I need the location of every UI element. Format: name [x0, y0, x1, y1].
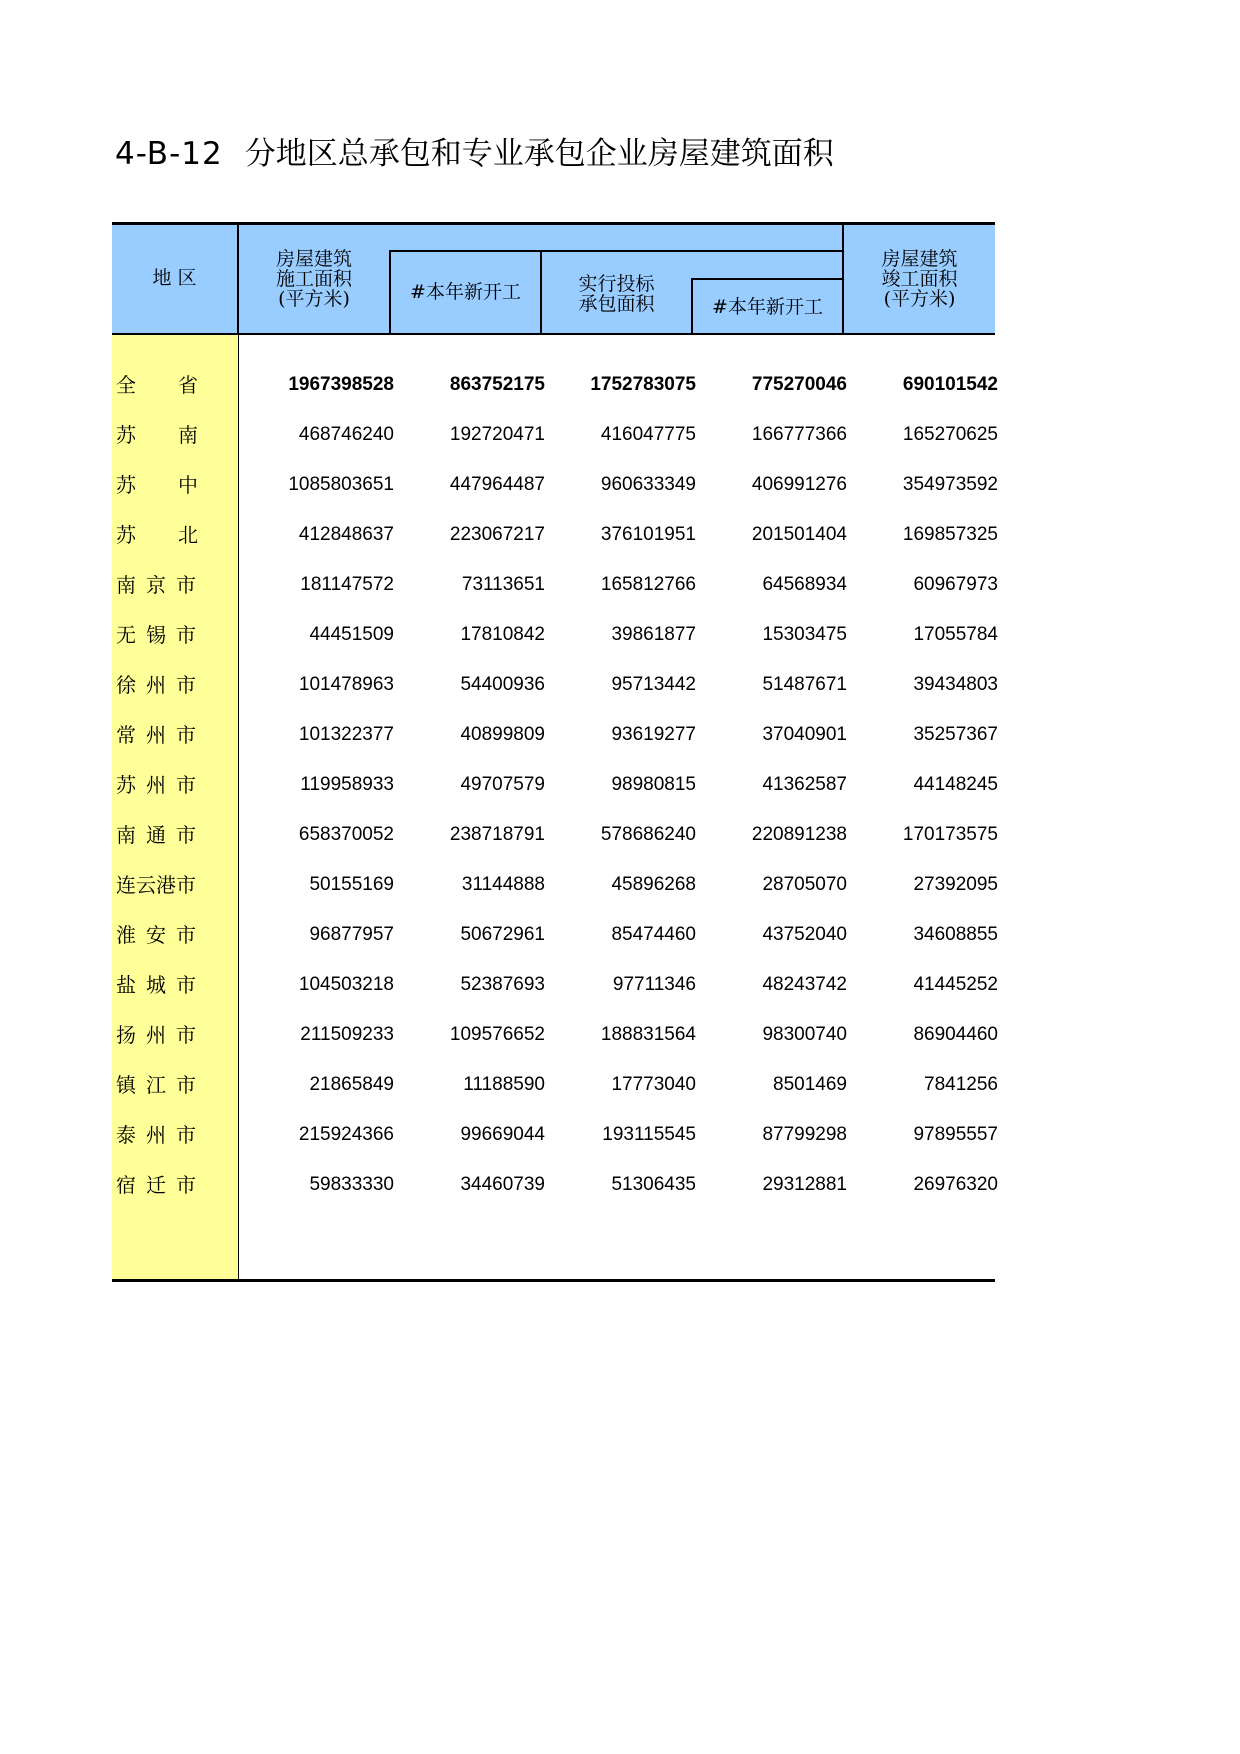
new-started-cell: 238718791: [449, 824, 545, 845]
region-label: 全 省: [116, 373, 198, 397]
completed-area-cell: 7841256: [924, 1074, 998, 1095]
completed-area-cell: 35257367: [913, 724, 998, 745]
region-label: 徐 州 市: [116, 673, 196, 697]
table-row: [112, 460, 998, 510]
completed-area-cell: 17055784: [913, 624, 998, 645]
table-row: [112, 560, 998, 610]
table-bottom-rule: [112, 1279, 995, 1282]
bid-contract-area-cell: 960633349: [600, 474, 696, 495]
bid-contract-area-cell: 188831564: [600, 1024, 696, 1045]
floor-under-construction-cell: 468746240: [298, 424, 394, 445]
region-label: 苏 州 市: [116, 773, 196, 797]
completed-area-cell: 34608855: [913, 924, 998, 945]
bid-contract-area-cell: 17773040: [611, 1074, 696, 1095]
floor-under-construction-cell: 215924366: [298, 1124, 394, 1145]
region-label: 泰 州 市: [116, 1123, 196, 1147]
bid-contract-area-cell: 95713442: [611, 674, 696, 695]
bid-contract-area-cell: 376101951: [600, 524, 696, 545]
bid-new-started-cell: 87799298: [762, 1124, 847, 1145]
region-label: 镇 江 市: [116, 1073, 196, 1097]
completed-area-cell: 86904460: [913, 1024, 998, 1045]
table-row: [112, 1060, 998, 1110]
bid-new-started-cell: 28705070: [762, 874, 847, 895]
floor-under-construction-cell: 104503218: [298, 974, 394, 995]
completed-area-cell: 97895557: [913, 1124, 998, 1145]
completed-area-cell: 41445252: [913, 974, 998, 995]
region-label: 连云港市: [116, 873, 196, 897]
completed-area-cell: 39434803: [913, 674, 998, 695]
completed-area-cell: 169857325: [902, 524, 998, 545]
new-started-cell: 447964487: [449, 474, 545, 495]
completed-area-cell: 27392095: [913, 874, 998, 895]
region-label: 无 锡 市: [116, 623, 196, 647]
table-row: [112, 410, 998, 460]
new-started-cell: 50672961: [460, 924, 545, 945]
floor-under-construction-cell: 101478963: [298, 674, 394, 695]
new-started-cell: 109576652: [449, 1024, 545, 1045]
bid-new-started-cell: 48243742: [762, 974, 847, 995]
region-label: 苏 南: [116, 423, 198, 447]
bid-new-started-cell: 37040901: [762, 724, 847, 745]
bid-new-started-cell: 64568934: [762, 574, 847, 595]
floor-under-construction-cell: 119958933: [300, 774, 394, 795]
table-row: [112, 910, 998, 960]
new-started-cell: 31144888: [461, 874, 545, 895]
bid-new-started-cell: 8501469: [773, 1074, 847, 1095]
bid-new-started-cell: 166777366: [751, 424, 847, 445]
region-label: 宿 迁 市: [116, 1173, 196, 1197]
header-region: 地 区: [152, 267, 197, 289]
header-floor-under-construction: 房屋建筑 施工面积 (平方米): [275, 248, 352, 310]
new-started-cell: 99669044: [460, 1124, 545, 1145]
new-started-cell: 863752175: [449, 374, 545, 395]
table-row: [112, 360, 998, 410]
bid-new-started-cell: 41362587: [762, 774, 847, 795]
floor-under-construction-cell: 1967398528: [288, 374, 394, 395]
header-bid-contract-area: 实行投标 承包面积: [578, 273, 655, 315]
bid-contract-area-cell: 51306435: [611, 1174, 696, 1195]
header-new-started: #本年新开工: [410, 281, 521, 303]
completed-area-cell: 690101542: [902, 374, 998, 395]
region-label: 淮 安 市: [116, 923, 196, 947]
bid-contract-area-cell: 578686240: [600, 824, 696, 845]
table-row: [112, 760, 998, 810]
floor-under-construction-cell: 658370052: [298, 824, 394, 845]
region-label: 苏 中: [116, 473, 198, 497]
region-label: 常 州 市: [116, 723, 196, 747]
header-divider: [691, 278, 844, 280]
table-row: [112, 810, 998, 860]
completed-area-cell: 170173575: [902, 824, 998, 845]
bid-contract-area-cell: 39861877: [611, 624, 696, 645]
bid-new-started-cell: 406991276: [751, 474, 847, 495]
bid-new-started-cell: 43752040: [762, 924, 847, 945]
region-label: 南 京 市: [116, 573, 196, 597]
floor-under-construction-cell: 44451509: [309, 624, 394, 645]
table-row: [112, 610, 998, 660]
bid-new-started-cell: 15303475: [762, 624, 847, 645]
bid-new-started-cell: 29312881: [762, 1174, 847, 1195]
floor-under-construction-cell: 1085803651: [288, 474, 394, 495]
new-started-cell: 54400936: [460, 674, 545, 695]
header-bottom-rule: [112, 333, 995, 335]
header-divider: [389, 250, 844, 252]
page-title: [115, 128, 834, 173]
floor-under-construction-cell: 181147572: [300, 574, 394, 595]
floor-under-construction-cell: 50155169: [309, 874, 394, 895]
bid-new-started-cell: 51487671: [762, 674, 847, 695]
region-label: 扬 州 市: [116, 1023, 196, 1047]
bid-contract-area-cell: 93619277: [611, 724, 696, 745]
new-started-cell: 49707579: [460, 774, 545, 795]
floor-under-construction-cell: 59833330: [309, 1174, 394, 1195]
new-started-cell: 17810842: [460, 624, 545, 645]
bid-contract-area-cell: 85474460: [611, 924, 696, 945]
new-started-cell: 34460739: [460, 1174, 545, 1195]
region-label: 苏 北: [116, 523, 198, 547]
data-table: [112, 222, 998, 1291]
bid-contract-area-cell: 98980815: [611, 774, 696, 795]
floor-under-construction-cell: 101322377: [298, 724, 394, 745]
table-row: [112, 710, 998, 760]
bid-contract-area-cell: 1752783075: [590, 374, 696, 395]
new-started-cell: 192720471: [449, 424, 545, 445]
floor-under-construction-cell: 211509233: [300, 1024, 394, 1045]
completed-area-cell: 44148245: [913, 774, 998, 795]
header-completed-area: 房屋建筑 竣工面积 (平方米): [881, 248, 958, 310]
table-row: [112, 1160, 998, 1210]
floor-under-construction-cell: 21865849: [309, 1074, 394, 1095]
bid-new-started-cell: 775270046: [751, 374, 847, 395]
region-label: 南 通 市: [116, 823, 196, 847]
bid-new-started-cell: 98300740: [762, 1024, 847, 1045]
table-row: [112, 1110, 998, 1160]
new-started-cell: 40899809: [460, 724, 545, 745]
floor-under-construction-cell: 412848637: [298, 524, 394, 545]
table-row: [112, 960, 998, 1010]
table-name: 分地区总承包和专业承包企业房屋建筑面积: [244, 136, 834, 172]
bid-contract-area-cell: 165812766: [600, 574, 696, 595]
bid-contract-area-cell: 193115545: [602, 1124, 696, 1145]
completed-area-cell: 354973592: [902, 474, 998, 495]
table-row: [112, 1010, 998, 1060]
bid-contract-area-cell: 416047775: [600, 424, 696, 445]
new-started-cell: 52387693: [460, 974, 545, 995]
bid-contract-area-cell: 45896268: [611, 874, 696, 895]
table-row: [112, 660, 998, 710]
bid-new-started-cell: 220891238: [751, 824, 847, 845]
table-row: [112, 510, 998, 560]
completed-area-cell: 60967973: [913, 574, 998, 595]
header-top-rule: [112, 222, 995, 225]
new-started-cell: 223067217: [449, 524, 545, 545]
table-code: 4-B-12: [115, 136, 223, 172]
bid-contract-area-cell: 97711346: [612, 974, 696, 995]
new-started-cell: 73113651: [461, 574, 545, 595]
floor-under-construction-cell: 96877957: [309, 924, 394, 945]
header-bid-new-started: #本年新开工: [712, 296, 823, 318]
table-row: [112, 860, 998, 910]
bid-new-started-cell: 201501404: [751, 524, 847, 545]
completed-area-cell: 165270625: [902, 424, 998, 445]
completed-area-cell: 26976320: [913, 1174, 998, 1195]
region-label: 盐 城 市: [116, 973, 196, 997]
new-started-cell: 11188590: [463, 1074, 545, 1095]
